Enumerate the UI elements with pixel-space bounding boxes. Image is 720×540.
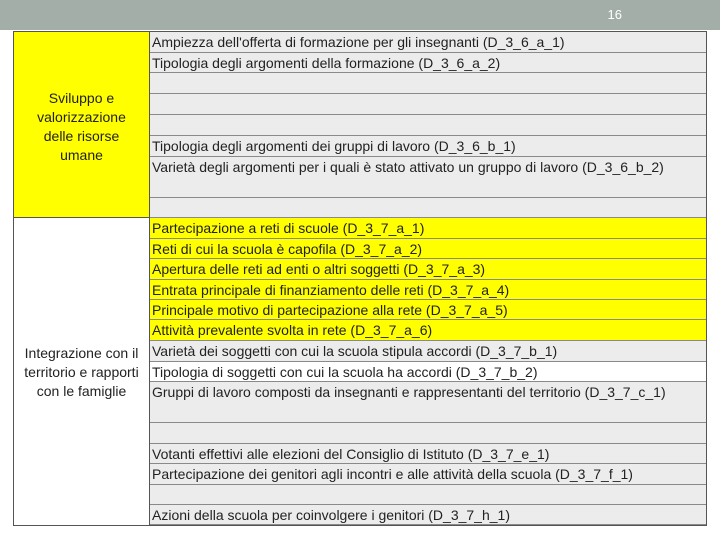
indicator-row: Varietà dei soggetti con cui la scuola stipula accordi (D_3_7_b_1) — [150, 341, 706, 362]
section-integrazione-cell — [14, 218, 150, 525]
slide-header-bar — [0, 0, 720, 30]
section-sviluppo-label — [14, 89, 149, 165]
indicator-row: Tipologia degli argomenti della formazione (D_3_6_a_2) — [150, 53, 706, 73]
indicator-row: Gruppi di lavoro composti da insegnanti e rappresentanti del territorio (D_3_7_c_1) — [150, 382, 706, 423]
indicator-row: Entrata principale di finanziamento delle reti (D_3_7_a_4) — [150, 280, 706, 300]
indicator-row: Azioni della scuola per coinvolgere i genitori (D_3_7_h_1) — [150, 505, 706, 525]
indicator-row: Apertura delle reti ad enti o altri soggetti (D_3_7_a_3) — [150, 259, 706, 280]
indicator-row: Varietà degli argomenti per i quali è stato attivato un gruppo di lavoro (D_3_6_b_2) — [150, 157, 706, 198]
section-label-line: territorio e rapporti — [24, 364, 139, 380]
empty-row — [150, 485, 706, 505]
section-label-line: con le famiglie — [36, 383, 127, 399]
indicator-row: Tipologia degli argomenti dei gruppi di lavoro (D_3_6_b_1) — [150, 136, 706, 157]
indicator-row: Partecipazione dei genitori agli incontri e alle attività della scuola (D_3_7_f_1) — [150, 464, 706, 485]
empty-row — [150, 423, 706, 444]
section-label-line: valorizzazione — [37, 109, 126, 125]
indicator-row: Ampiezza dell'offerta di formazione per gli insegnanti (D_3_6_a_1) — [150, 32, 706, 53]
empty-row — [150, 94, 706, 115]
indicator-row: Attività prevalente svolta in rete (D_3_7_a_6) — [150, 320, 706, 341]
indicator-row: Tipologia di soggetti con cui la scuola ha accordi (D_3_7_b_2) — [150, 362, 706, 382]
section-label-line: umane — [60, 147, 103, 163]
section-label-line: Integrazione con il — [24, 345, 139, 361]
section-label-line: delle risorse — [43, 128, 120, 144]
slide-number: 16 — [607, 7, 622, 22]
indicators-table — [13, 31, 707, 526]
empty-row — [150, 115, 706, 136]
empty-row — [150, 198, 706, 218]
indicator-row: Votanti effettivi alle elezioni del Consiglio di Istituto (D_3_7_e_1) — [150, 444, 706, 464]
section-label-line: Sviluppo e — [48, 90, 115, 106]
indicator-row: Principale motivo di partecipazione alla rete (D_3_7_a_5) — [150, 300, 706, 320]
indicator-row: Partecipazione a reti di scuole (D_3_7_a_1) — [150, 218, 706, 239]
indicator-row: Reti di cui la scuola è capofila (D_3_7_a_2) — [150, 239, 706, 259]
empty-row — [150, 73, 706, 94]
section-integrazione-label — [14, 344, 149, 401]
section-sviluppo-cell — [14, 32, 150, 218]
